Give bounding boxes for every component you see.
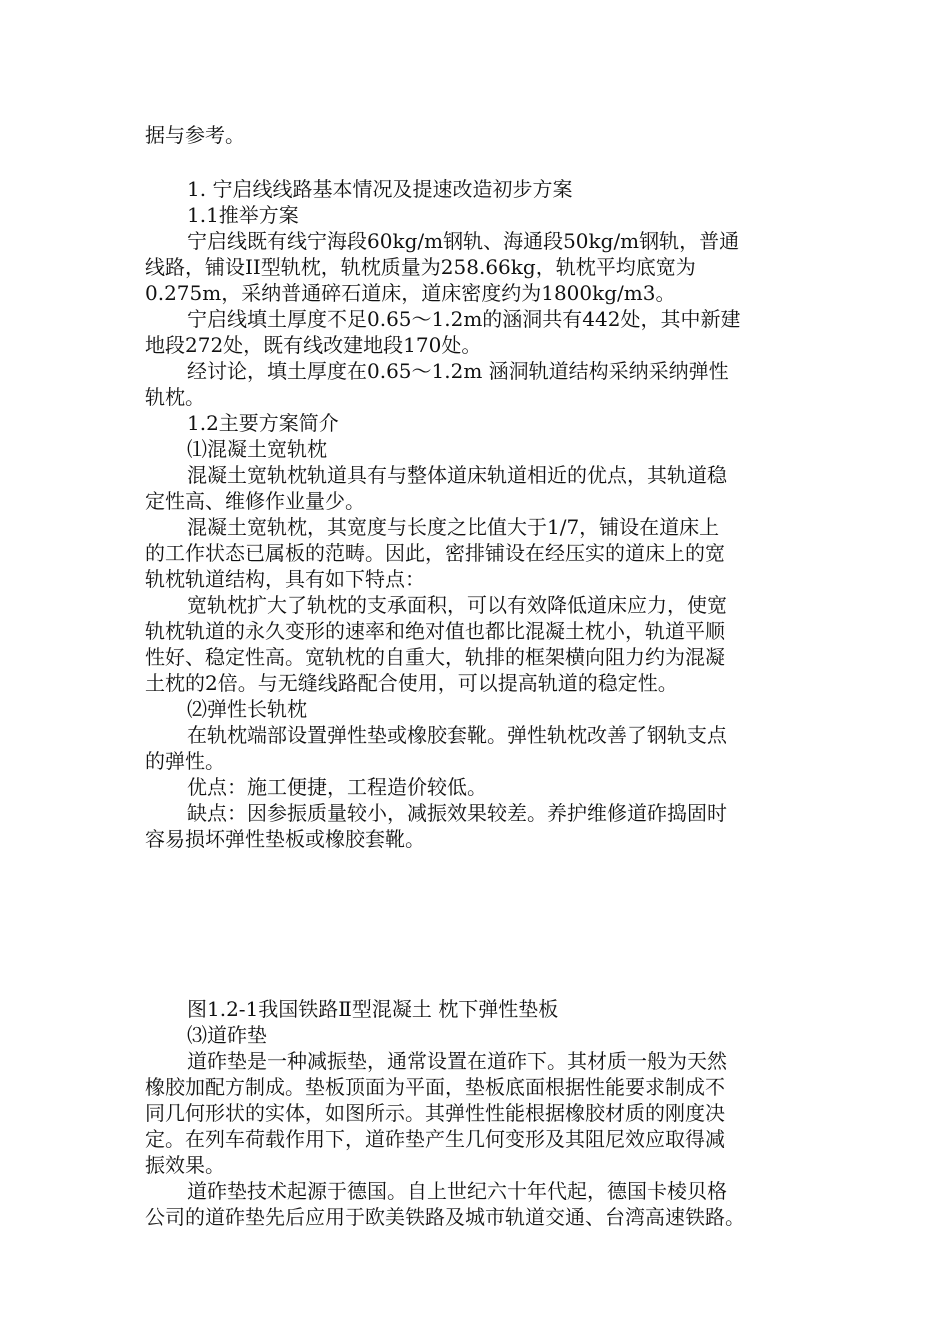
document-page	[145, 0, 810, 1344]
paragraph-line: 橡胶加配方制成。垫板顶面为平面，垫板底面根据性能要求制成不	[145, 1075, 725, 1099]
paragraph-line: 道砟垫是一种减振垫，通常设置在道砟下。其材质一般为天然	[187, 1049, 727, 1073]
paragraph-line: 定性高、维修作业量少。	[145, 489, 365, 513]
paragraph-line: 优点：施工便捷，工程造价较低。	[187, 775, 487, 799]
paragraph-line: 宁启线既有线宁海段60kg/m钢轨、海通段50kg/m钢轨，普通	[187, 229, 740, 253]
paragraph-line: 的工作状态已属板的范畴。因此，密排铺设在经压实的道床上的宽	[145, 541, 725, 565]
subsection-heading: 1.1推举方案	[187, 203, 299, 227]
paragraph-line: 混凝土宽轨枕，其宽度与长度之比值大于1/7，铺设在道床上	[187, 515, 720, 539]
paragraph-line: 混凝土宽轨枕轨道具有与整体道床轨道相近的优点，其轨道稳	[187, 463, 727, 487]
paragraph-line: 地段272处，既有线改建地段170处。	[145, 333, 482, 357]
paragraph-line: 宁启线填土厚度不足0.65～1.2m的涵洞共有442处，其中新建	[187, 307, 741, 331]
paragraph-line: 据与参考。	[145, 123, 245, 147]
paragraph-line: 0.275m，采纳普通碎石道床，道床密度约为1800kg/m3。	[145, 281, 676, 305]
paragraph-line: 土枕的2倍。与无缝线路配合使用，可以提高轨道的稳定性。	[145, 671, 678, 695]
paragraph-line: 在轨枕端部设置弹性垫或橡胶套靴。弹性轨枕改善了钢轨支点	[187, 723, 727, 747]
paragraph-line: 振效果。	[145, 1153, 225, 1177]
paragraph-line: 性好、稳定性高。宽轨枕的自重大，轨排的框架横向阻力约为混凝	[145, 645, 725, 669]
paragraph-line: 容易损坏弹性垫板或橡胶套靴。	[145, 827, 425, 851]
paragraph-line: 宽轨枕扩大了轨枕的支承面积，可以有效降低道床应力，使宽	[187, 593, 727, 617]
paragraph-line: 经讨论，填土厚度在0.65～1.2m 涵洞轨道结构采纳采纳弹性	[187, 359, 729, 383]
paragraph-line: 定。在列车荷载作用下，道砟垫产生几何变形及其阻尼效应取得减	[145, 1127, 725, 1151]
item-heading: ⑶道砟垫	[187, 1023, 267, 1047]
paragraph-line: 道砟垫技术起源于德国。自上世纪六十年代起，德国卡棱贝格	[187, 1179, 727, 1203]
paragraph-line: 缺点：因参振质量较小，减振效果较差。养护维修道砟捣固时	[187, 801, 727, 825]
paragraph-line: 轨枕。	[145, 385, 205, 409]
paragraph-line: 轨枕轨道的永久变形的速率和绝对值也都比混凝土枕小，轨道平顺	[145, 619, 725, 643]
section-heading: 1. 宁启线线路基本情况及提速改造初步方案	[187, 177, 573, 201]
subsection-heading: 1.2主要方案简介	[187, 411, 339, 435]
paragraph-line: 的弹性。	[145, 749, 225, 773]
paragraph-line: 同几何形状的实体，如图所示。其弹性性能根据橡胶材质的刚度决	[145, 1101, 725, 1125]
paragraph-line: 线路，铺设II型轨枕，轨枕质量为258.66kg，轨枕平均底宽为	[145, 255, 696, 279]
paragraph-line: 轨枕轨道结构，具有如下特点：	[145, 567, 425, 591]
paragraph-line: 公司的道砟垫先后应用于欧美铁路及城市轨道交通、台湾高速铁路。	[145, 1205, 745, 1229]
figure-caption: 图1.2-1我国铁路Ⅱ型混凝土 枕下弹性垫板	[187, 997, 559, 1021]
item-heading: ⑴混凝土宽轨枕	[187, 437, 327, 461]
item-heading: ⑵弹性长轨枕	[187, 697, 307, 721]
